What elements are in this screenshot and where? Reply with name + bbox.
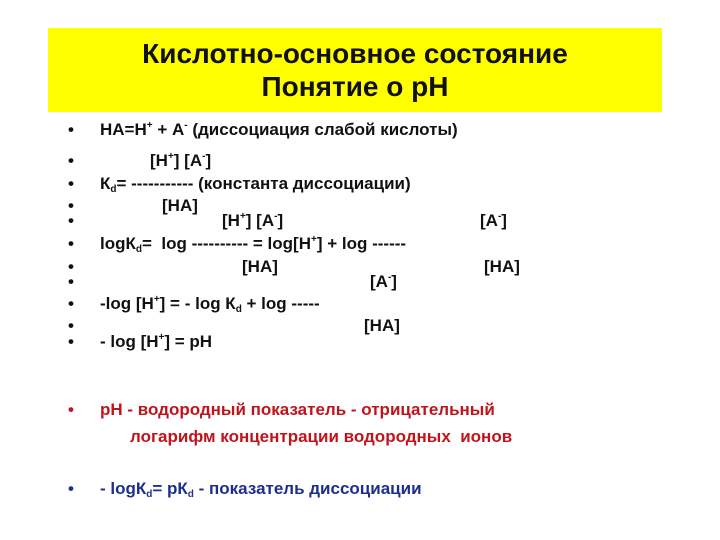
- bullet-icon: •: [68, 151, 74, 170]
- ph-denominator: [НА]: [364, 316, 400, 335]
- bullet-icon: •: [68, 294, 74, 313]
- neg-log-equation: -log [Н+] = - $\log К_d + \log$ -----: [100, 294, 320, 315]
- list-item: [68, 172, 411, 196]
- bullet-icon: •: [68, 400, 74, 419]
- slide-content: [68, 0, 708, 540]
- list-item: [68, 330, 213, 354]
- bullet-icon: •: [68, 174, 74, 193]
- kd-numerator: [Н+] [А-]: [150, 151, 212, 170]
- ph-equation: - log [Н+] = рН: [100, 332, 213, 351]
- list-item: [68, 477, 422, 501]
- bullet-icon: •: [68, 332, 74, 351]
- ph-definition-line-2: логарифм концентрации водородных ионов: [130, 427, 513, 446]
- list-item: [68, 149, 212, 173]
- pkd-definition: - $\log К_d= рК_d$ - показатель диссоциации: [100, 479, 422, 500]
- list-item: [68, 292, 320, 316]
- ph-definition-line-1: рН - водородный показатель - отрицательный: [100, 400, 495, 419]
- slide-title-line-2: Понятие о рН: [261, 71, 449, 102]
- list-item: [68, 398, 513, 450]
- log-kd-equation: logК$_d$= log ---------- = log[Н+] + log ------: [100, 234, 407, 255]
- bullet-icon: •: [68, 316, 74, 335]
- slide-title-line-1: Кислотно-основное состояние: [142, 38, 568, 69]
- bullet-icon: •: [68, 272, 74, 291]
- bullet-icon: •: [68, 257, 74, 276]
- log-numerator: [Н+] [А-]: [222, 211, 284, 230]
- bullet-icon: •: [68, 211, 74, 230]
- equation-dissociation: НА=Н+ + А- (диссоциация слабой кислоты): [100, 120, 458, 139]
- ph-numerator: [А-]: [370, 272, 397, 291]
- log-denominator: [НА]: [242, 257, 278, 276]
- bullet-icon: •: [68, 196, 74, 215]
- list-item: [68, 209, 507, 233]
- bullet-icon: •: [68, 479, 74, 498]
- log-numerator-right: [А-]: [480, 211, 507, 230]
- kd-definition: $К_d=$ ----------- (константа диссоциации): [100, 174, 411, 195]
- list-item: [68, 232, 407, 256]
- bullet-icon: •: [68, 120, 74, 139]
- bullet-icon: •: [68, 234, 74, 253]
- log-denominator-right: [НА]: [484, 257, 520, 276]
- list-item: [68, 270, 397, 294]
- kd-denominator: [НА]: [162, 196, 198, 215]
- list-item: [68, 118, 458, 142]
